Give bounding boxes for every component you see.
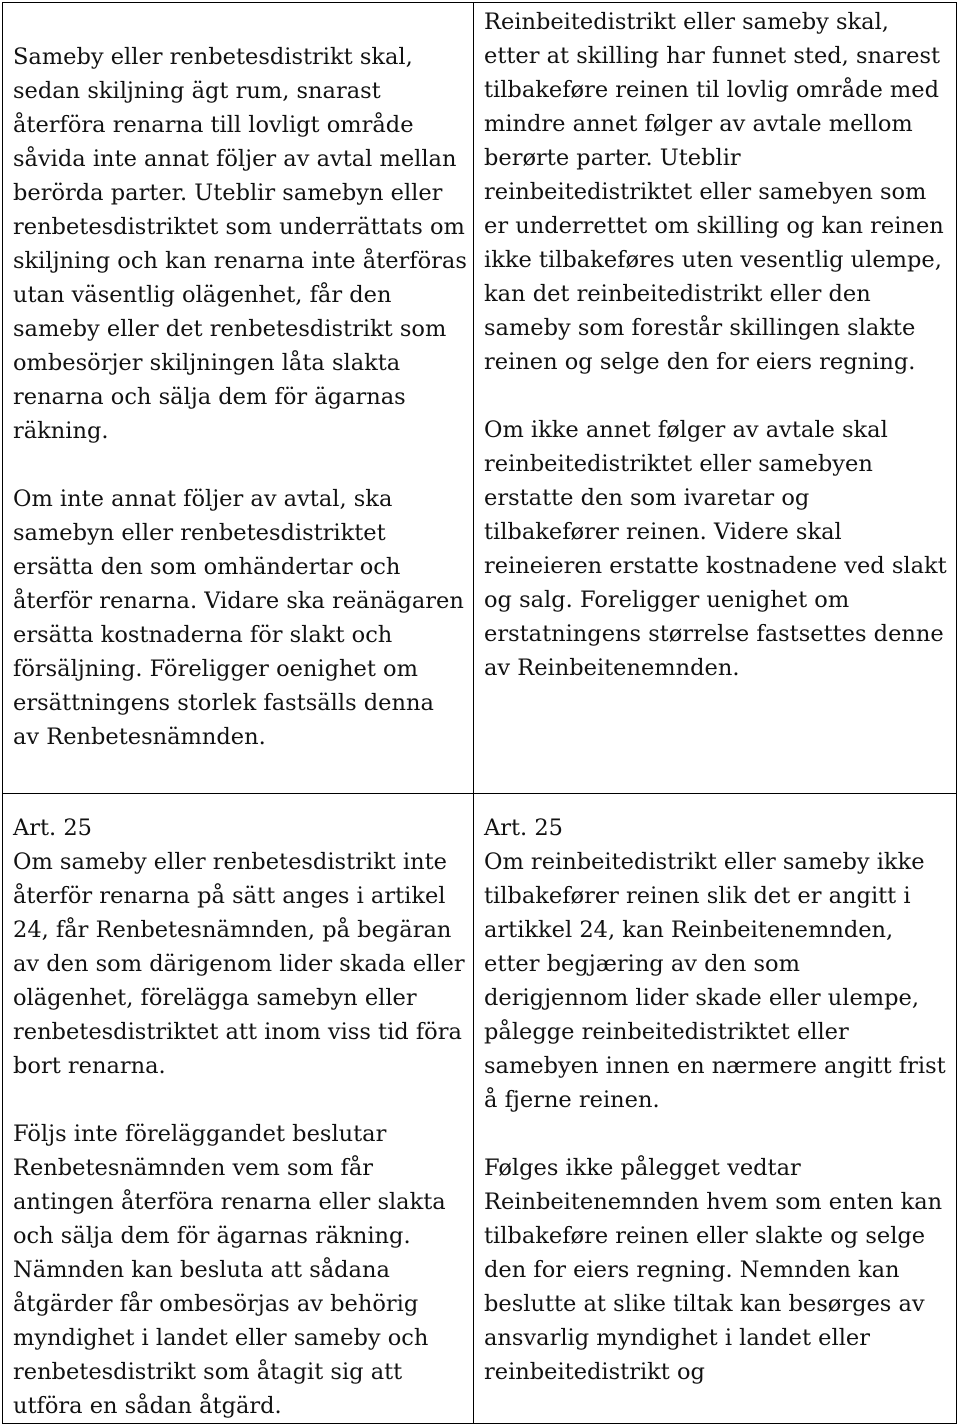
norwegian-paragraph: Følges ikke pålegget vedtar Reinbeitenemnden hvem som enten kan tilbakeføre reinen eller slakte og selge den for eiers regning. Nemnden kan beslutte at slike tiltak kan besørges av ansvarlig myndighet i landet eller reinbeitedistrikt og — [484, 1155, 943, 1385]
table-row — [3, 794, 957, 1424]
norwegian-paragraph: Om ikke annet følger av avtale skal reinbeitedistriktet eller samebyen erstatte den som ivaretar og tilbakefører reinen. Videre skal reineieren erstatte kostnadene ved slakt og salg. Foreligger uenighet om erstatningens størrelse fastsettes denne av Reinbeitenemnden. — [484, 417, 947, 681]
norwegian-text-cell — [474, 794, 957, 1424]
swedish-paragraph: Sameby eller renbetesdistrikt skal, sedan skiljning ägt rum, snarast återföra renarna till lovligt område såvida inte annat följer av avtal mellan berörda parter. Uteblir samebyn eller renbetesdistriktet som underrättats om skiljning och kan renarna inte återföras utan väsentlig olägenhet, får den sameby eller det renbetesdistrikt som ombesörjer skiljningen låta slakta renarna och sälja dem för ägarnas räkning. — [13, 44, 467, 444]
article-heading: Art. 25 — [13, 815, 92, 841]
norwegian-paragraph: Reinbeitedistrikt eller sameby skal, etter at skilling har funnet sted, snarest tilbakeføre reinen til lovlig område med mindre annet følger av avtale mellom berørte parter. Uteblir reinbeitedistriktet eller samebyen som er underrettet om skilling og kan reinen ikke tilbakeføres uten vesentlig ulempe, kan det reinbeitedistrikt eller den sameby som forestår skillingen slakte reinen og selge den for eiers regning. — [484, 9, 944, 375]
swedish-text-cell — [3, 794, 474, 1424]
swedish-paragraph: Om sameby eller renbetesdistrikt inte återför renarna på sätt anges i artikel 24, får Renbetesnämnden, på begäran av den som därigenom lider skada eller olägenhet, förelägga samebyn eller renbetesdistriktet att inom viss tid föra bort renarna. — [13, 849, 465, 1079]
bilingual-article-table — [2, 2, 957, 1424]
norwegian-paragraph: Om reinbeitedistrikt eller sameby ikke tilbakefører reinen slik det er angitt i artikkel 24, kan Reinbeitenemnden, etter begjæring av den som derigjennom lider skade eller ulempe, pålegge reinbeitedistriktet eller samebyen innen en nærmere angitt frist å fjerne reinen. — [484, 849, 946, 1113]
article-heading: Art. 25 — [484, 815, 563, 841]
swedish-text-cell — [3, 3, 474, 794]
norwegian-text-cell — [474, 3, 957, 794]
swedish-paragraph: Om inte annat följer av avtal, ska samebyn eller renbetesdistriktet ersätta den som omhändertar och återför renarna. Vidare ska reänägaren ersätta kostnaderna för slakt och försäljning. Föreligger oenighet om ersättningens storlek fastsälls denna av Renbetesnämnden. — [13, 486, 464, 750]
table-row — [3, 3, 957, 794]
swedish-paragraph: Följs inte föreläggandet beslutar Renbetesnämnden vem som får antingen återföra renarna eller slakta och sälja dem för ägarnas räkning. Nämnden kan besluta att sådana åtgärder får ombesörjas av behörig myndighet i landet eller sameby och renbetesdistrikt som åtagit sig att utföra en sådan åtgärd. — [13, 1121, 446, 1419]
